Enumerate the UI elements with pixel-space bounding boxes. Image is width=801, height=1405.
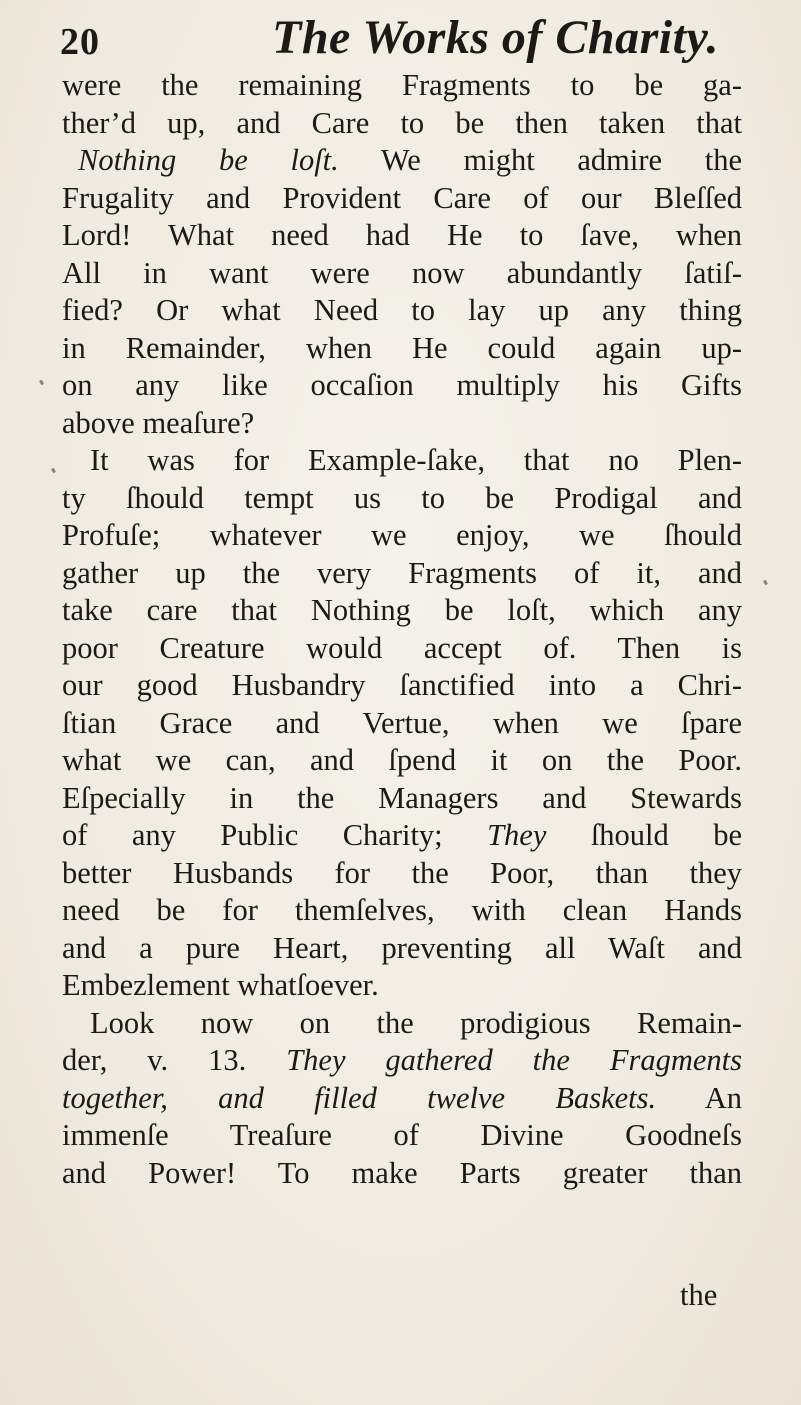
text-line	[62, 817, 742, 855]
text-line: and a pure Heart, preventing all Waſt and	[62, 930, 742, 965]
text-fragment: der, v. 13.	[62, 1043, 247, 1077]
text-line: immenſe Treaſure of Divine Goodneſs	[62, 1118, 742, 1152]
italic-word: They	[487, 818, 547, 852]
text-line: take care that Nothing be loſt, which any	[62, 593, 742, 627]
margin-speck	[51, 468, 56, 474]
body-text	[62, 67, 742, 1192]
text-line: Eſpecially in the Managers and Stewards	[62, 780, 742, 815]
text-line: poor Creature would accept of. Then is	[62, 630, 742, 665]
margin-speck	[763, 580, 768, 586]
text-line: better Husbands for the Poor, than they	[62, 855, 742, 890]
italic-phrase: They gathered the Fragments	[286, 1043, 742, 1077]
text-line: on any like occaſion multiply his Gifts	[62, 368, 742, 402]
text-fragment: We might admire the	[380, 143, 743, 177]
page-number: 20	[60, 21, 100, 63]
italic-phrase: together, and filled twelve Baskets.	[62, 1080, 657, 1115]
text-line: gather up the very Fragments of it, and	[62, 555, 742, 590]
text-line: ty ſhould tempt us to be Prodigal and	[62, 480, 742, 515]
running-title: The Works of Charity.	[272, 11, 719, 64]
text-fragment: of any Public Charity;	[62, 818, 443, 852]
text-line: Embezlement whatſoever.	[62, 968, 379, 1002]
text-line	[62, 1042, 742, 1080]
text-line: Look now on the prodigious Remain-	[90, 1005, 742, 1040]
text-line: in Remainder, when He could again up-	[62, 330, 742, 365]
text-line: It was for Example-ſake, that no Plen-	[90, 443, 742, 477]
text-line: were the remaining Fragments to be ga-	[62, 68, 742, 102]
text-fragment: An	[704, 1080, 742, 1115]
text-line	[62, 1080, 742, 1118]
text-line	[62, 142, 742, 180]
text-line: and Power! To make Parts greater than	[62, 1155, 742, 1190]
text-line: our good Husbandry ſanctified into a Chri-	[62, 668, 742, 702]
text-line: All in want were now abundantly ſatiſ-	[62, 255, 742, 290]
text-fragment: ſhould be	[590, 818, 742, 852]
text-line: Lord! What need had He to ſave, when	[62, 218, 742, 252]
text-line: what we can, and ſpend it on the Poor.	[62, 743, 742, 777]
text-line: need be for themſelves, with clean Hands	[62, 893, 742, 927]
text-line: Profuſe; whatever we enjoy, we ſhould	[62, 518, 742, 552]
text-line: fied? Or what Need to lay up any thing	[62, 293, 742, 327]
margin-speck	[39, 380, 44, 386]
page-header	[60, 10, 760, 70]
italic-phrase: Nothing be loſt.	[78, 143, 339, 177]
text-line: ſtian Grace and Vertue, when we ſpare	[62, 705, 742, 740]
catchword: the	[680, 1278, 718, 1312]
text-line: Frugality and Provident Care of our Bleſſed	[62, 180, 742, 215]
text-line: above meaſure?	[62, 405, 255, 440]
text-line: ther’d up, and Care to be then taken that	[62, 105, 742, 140]
